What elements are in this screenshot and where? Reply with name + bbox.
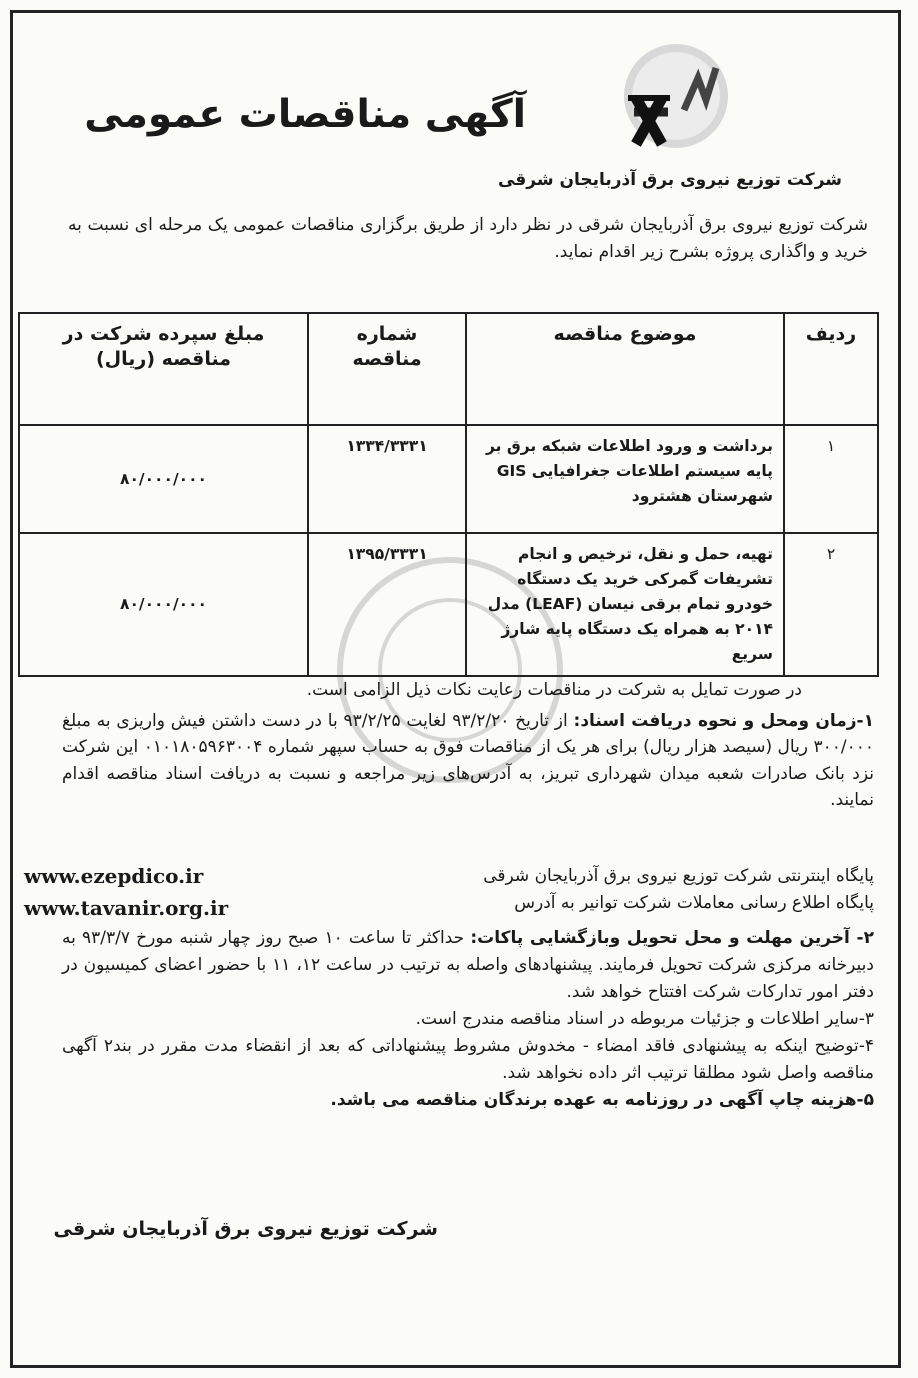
signature: شرکت توزیع نیروی برق آذربایجان شرقی bbox=[53, 1218, 438, 1240]
row-number: ۱۳۳۴/۳۳۳۱ bbox=[308, 425, 466, 533]
item-2 bbox=[62, 925, 874, 1006]
header-subject: موضوع مناقصه bbox=[466, 313, 784, 425]
site-1-label: پایگاه اینترنتی شرکت توزیع نیروی برق آذربایجان شرقی bbox=[483, 866, 874, 886]
row-deposit: ۸۰/۰۰۰/۰۰۰ bbox=[19, 533, 308, 676]
site-2-link[interactable]: www.tavanir.org.ir bbox=[24, 896, 229, 920]
row-number: ۱۳۹۵/۳۳۳۱ bbox=[308, 533, 466, 676]
row-subject: برداشت و ورود اطلاعات شبکه برق بر پایه سیستم اطلاعات جغرافیایی GIS شهرستان هشترود bbox=[466, 425, 784, 533]
conditions-intro: در صورت تمایل به شرکت در مناقصات رعایت نکات ذیل الزامی است. bbox=[306, 680, 802, 700]
table-header-row bbox=[19, 313, 878, 425]
site-2-label: پایگاه اطلاع رسانی معاملات شرکت توانیر به آدرس bbox=[514, 893, 874, 913]
table-row bbox=[19, 425, 878, 533]
item-1-label: ۱-زمان ومحل و نحوه دریافت اسناد: bbox=[573, 711, 874, 731]
item-1-text: از تاریخ ۹۳/۲/۲۰ لغایت ۹۳/۲/۲۵ با در دست داشتن فیش واریزی به مبلغ ۳۰۰/۰۰۰ ریال (سیصد هزار ریال) برای هر یک از مناقصات فوق به حساب سپهر شماره ۰۱۰۱۸۰۵۹۶۳۰۰۴ این شرکت نزد بانک صادرات شعبه میدان شهرداری تبریز، به آدرس‌های زیر مراجعه و نسبت به دریافت اسناد مناقصه اقدام نمایند. bbox=[62, 711, 874, 810]
item-4: ۴-توضیح اینکه به پیشنهادی فاقد امضاء - مخدوش مشروط پیشنهاداتی که بعد از انقضاء مدت مقرر در بند۲ آگهی مناقصه واصل شود مطلقا ترتیب اثر داده نخواهد شد. bbox=[62, 1036, 874, 1083]
intro-paragraph: شرکت توزیع نیروی برق آذربایجان شرقی در نظر دارد از طریق برگزاری مناقصات عمومی یک مرحله ای نسبت به خرید و واگذاری پروژه بشرح زیر اقدام نماید. bbox=[68, 215, 868, 262]
row-no: ۱ bbox=[784, 425, 878, 533]
item-2-text: حداکثر تا ساعت ۱۰ صبح روز چهار شنبه مورخ ۹۳/۳/۷ به دبیرخانه مرکزی شرکت تحویل فرمایند. پیشنهادهای واصله به ترتیب در ساعت ۱۲، ۱۱ با حضور اعضای کمیسیون در دفتر امور تدارکات شرکت افتتاح خواهد شد. bbox=[62, 928, 874, 1002]
row-deposit: ۸۰/۰۰۰/۰۰۰ bbox=[19, 425, 308, 533]
item-2-label: ۲- آخرین مهلت و محل تحویل وبازگشایی پاکات: bbox=[470, 928, 875, 948]
company-logo-icon bbox=[606, 38, 736, 163]
company-name: شرکت توزیع نیروی برق آذربایجان شرقی bbox=[497, 170, 842, 190]
page-title: آگهی مناقصات عمومی bbox=[84, 92, 526, 137]
header-number: شماره مناقصه bbox=[308, 313, 466, 425]
row-no: ۲ bbox=[784, 533, 878, 676]
item-1 bbox=[62, 708, 874, 813]
remaining-items bbox=[62, 925, 874, 1114]
header-row-no: ردیف bbox=[784, 313, 878, 425]
site-1-link[interactable]: www.ezepdico.ir bbox=[24, 864, 204, 888]
item-5: ۵-هزینه چاپ آگهی در روزنامه به عهده برندگان مناقصه می باشد. bbox=[330, 1090, 874, 1110]
header-deposit: مبلغ سپرده شرکت در مناقصه (ریال) bbox=[19, 313, 308, 425]
item-3: ۳-سایر اطلاعات و جزئیات مربوطه در اسناد مناقصه مندرج است. bbox=[415, 1009, 874, 1029]
row-subject: تهیه، حمل و نقل، ترخیص و انجام تشریفات گمرکی خرید یک دستگاه خودرو تمام برقی نیسان (LEAF) مدل ۲۰۱۴ به همراه یک دستگاه پایه شارژ سریع bbox=[466, 533, 784, 676]
